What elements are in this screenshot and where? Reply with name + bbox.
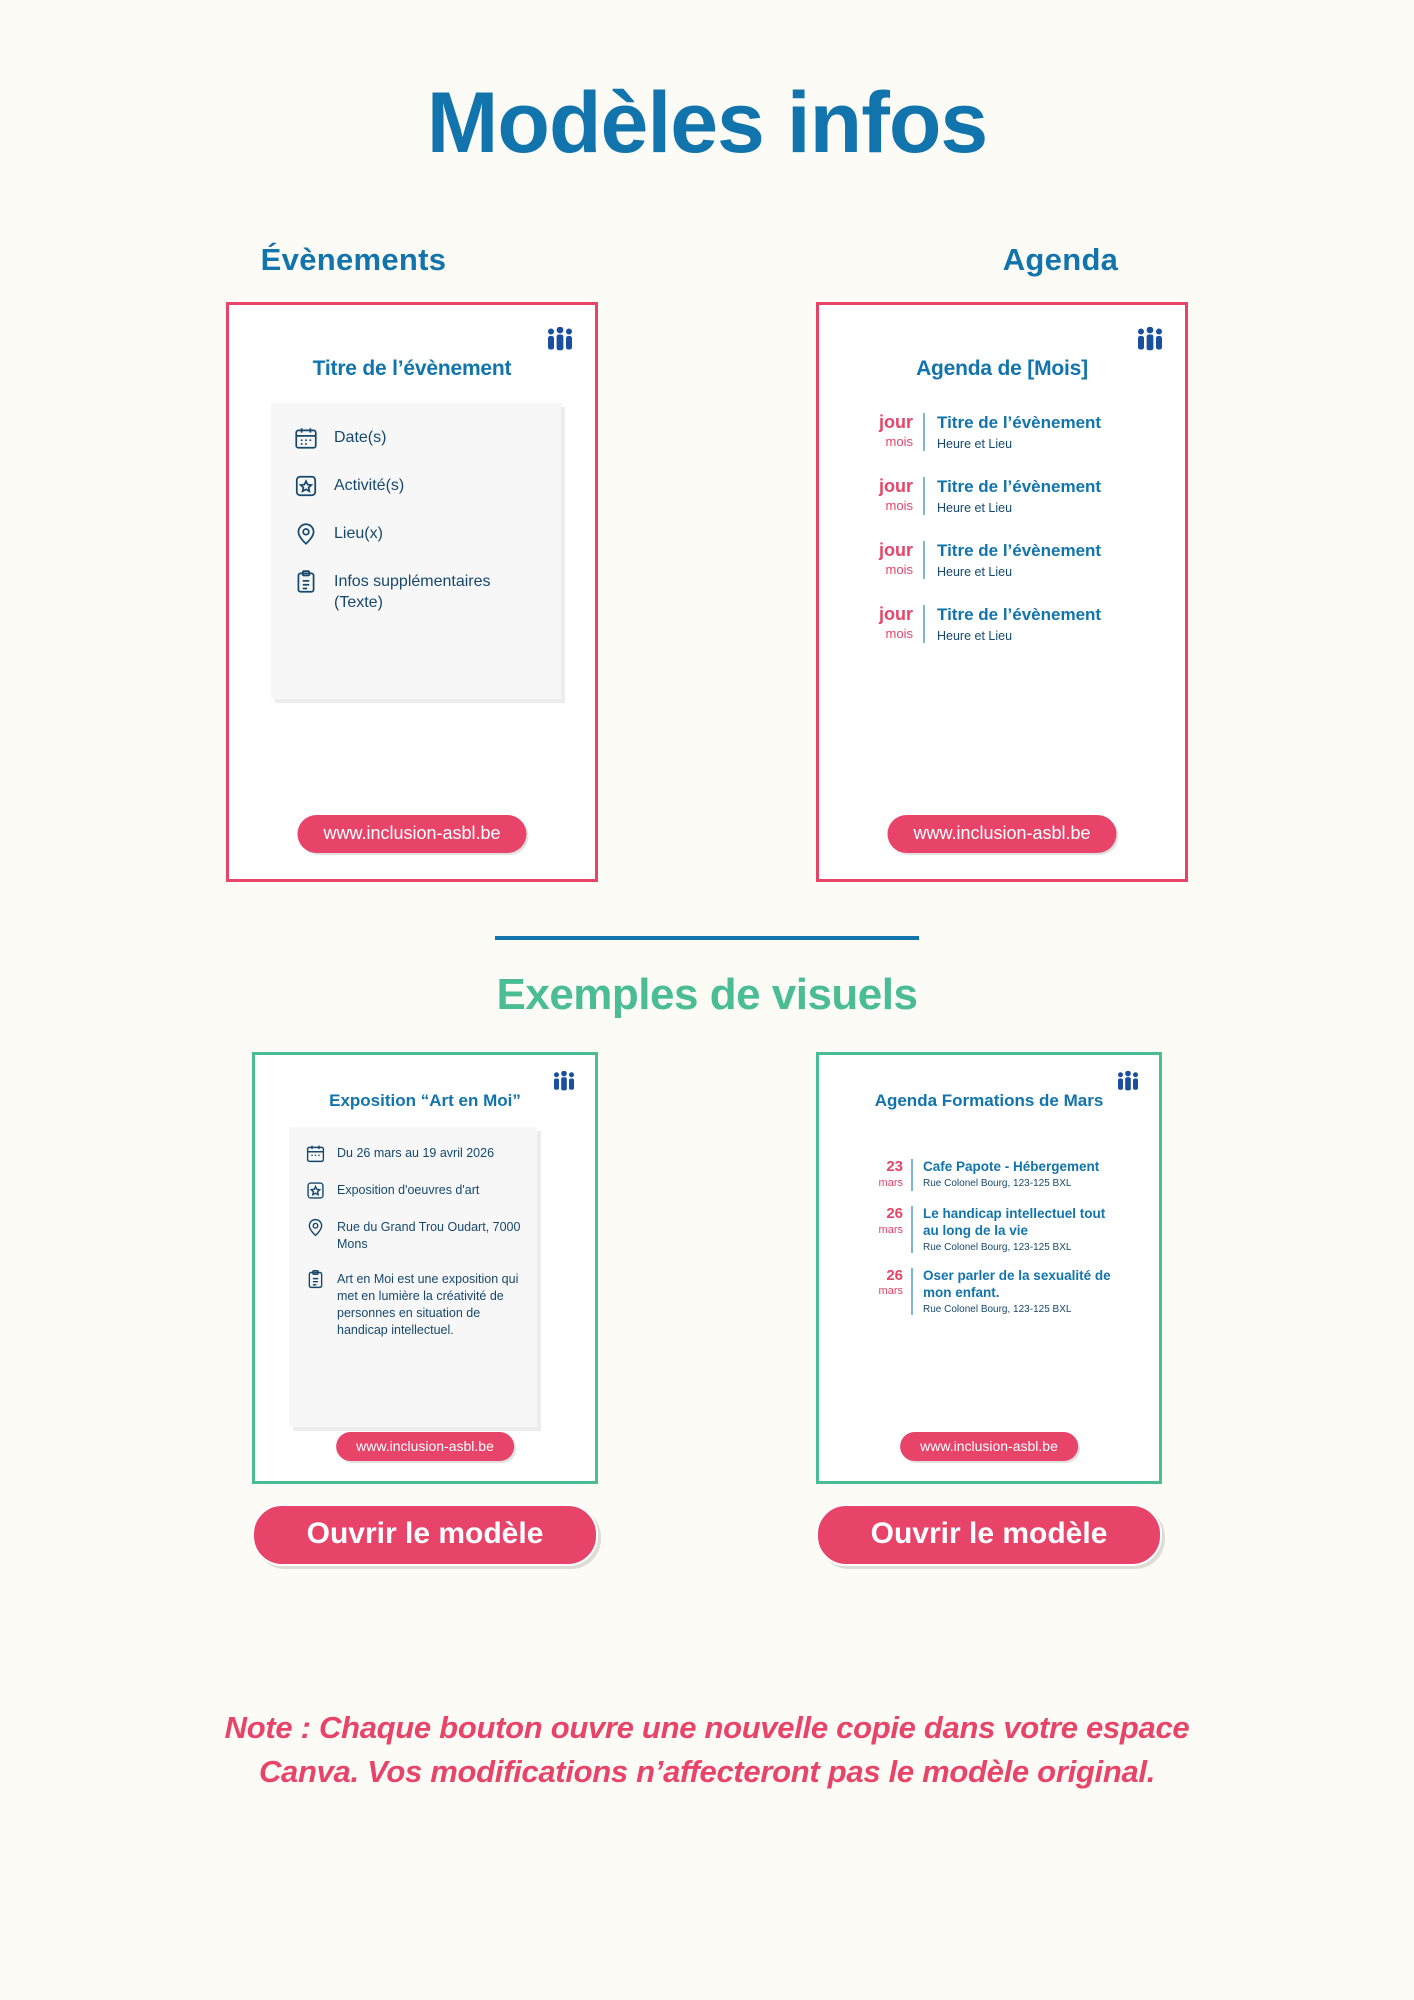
section-divider xyxy=(495,936,919,940)
agenda-item-title: Titre de l’évènement xyxy=(937,477,1102,497)
inclusion-logo-icon xyxy=(545,327,575,351)
info-line xyxy=(271,473,561,499)
agenda-item-sub: Heure et Lieu xyxy=(937,500,1013,515)
event-template-info-box xyxy=(271,403,561,699)
agenda-day: 26 xyxy=(886,1266,903,1284)
page-title: Modèles infos xyxy=(426,75,988,171)
agenda-date xyxy=(861,605,923,643)
agenda-template-title: Agenda de [Mois] xyxy=(916,357,1088,381)
star-badge-icon xyxy=(305,1180,326,1201)
info-line xyxy=(289,1269,537,1339)
website-pill: www.inclusion-asbl.be xyxy=(297,815,526,853)
example-event-info-box xyxy=(289,1127,537,1427)
agenda-day: jour xyxy=(879,604,913,625)
agenda-item xyxy=(863,1159,1113,1191)
info-line-text: Activité(s) xyxy=(334,477,405,495)
website-pill: www.inclusion-asbl.be xyxy=(887,815,1116,853)
info-line-text: Exposition d'oeuvres d'art xyxy=(337,1183,480,1198)
inclusion-logo-icon xyxy=(551,1071,577,1091)
open-agenda-template-button[interactable]: Ouvrir le modèle xyxy=(816,1504,1162,1566)
agenda-month: mars xyxy=(878,1223,903,1236)
open-event-template-button[interactable]: Ouvrir le modèle xyxy=(252,1504,598,1566)
footer-note: Note : Chaque bouton ouvre une nouvelle copie dans votre espace Canva. Vos modifications n’affecteront pas le modèle original. xyxy=(224,1710,1190,1789)
agenda-day: 26 xyxy=(886,1205,903,1223)
map-pin-icon xyxy=(293,521,319,547)
agenda-month: mois xyxy=(885,498,913,514)
agenda-item xyxy=(861,541,1151,579)
agenda-body xyxy=(923,605,1101,643)
example-event-card xyxy=(252,1052,598,1484)
agenda-item-sub: Rue Colonel Bourg, 123-125 BXL xyxy=(923,1303,1072,1315)
event-template-title: Titre de l’évènement xyxy=(312,357,512,381)
info-line-text: Du 26 mars au 19 avril 2026 xyxy=(337,1146,495,1161)
agenda-day: jour xyxy=(879,412,913,433)
example-event-title: Exposition “Art en Moi” xyxy=(329,1091,521,1111)
agenda-item-sub: Heure et Lieu xyxy=(937,564,1013,579)
inclusion-logo-icon xyxy=(1115,1071,1141,1091)
example-agenda-title: Agenda Formations de Mars xyxy=(874,1091,1104,1111)
agenda-date xyxy=(861,477,923,515)
info-line xyxy=(271,569,561,614)
agenda-month: mois xyxy=(885,562,913,578)
examples-row xyxy=(0,1052,1414,1484)
website-pill: www.inclusion-asbl.be xyxy=(336,1432,514,1461)
agenda-item xyxy=(861,605,1151,643)
agenda-item-title: Titre de l’évènement xyxy=(937,541,1102,561)
example-agenda-list xyxy=(863,1159,1113,1329)
clipboard-icon xyxy=(293,569,319,595)
info-line xyxy=(289,1180,537,1201)
agenda-item-sub: Heure et Lieu xyxy=(937,436,1013,451)
agenda-item-sub: Rue Colonel Bourg, 123-125 BXL xyxy=(923,1178,1072,1190)
agenda-item xyxy=(863,1206,1113,1253)
agenda-item-title: Titre de l’évènement xyxy=(937,413,1102,433)
agenda-month: mois xyxy=(885,626,913,642)
map-pin-icon xyxy=(305,1217,326,1238)
agenda-item-sub: Rue Colonel Bourg, 123-125 BXL xyxy=(923,1241,1072,1253)
agenda-date xyxy=(863,1206,911,1253)
info-line xyxy=(289,1143,537,1164)
star-badge-icon xyxy=(293,473,319,499)
column-labels xyxy=(0,242,1414,278)
calendar-icon xyxy=(293,425,319,451)
agenda-month: mois xyxy=(885,434,913,450)
inclusion-logo-icon xyxy=(1135,327,1165,351)
info-line xyxy=(271,521,561,547)
open-buttons-row xyxy=(0,1504,1414,1566)
agenda-item-title: Titre de l’évènement xyxy=(937,605,1102,625)
agenda-template-card xyxy=(816,302,1188,882)
calendar-icon xyxy=(305,1143,326,1164)
agenda-body xyxy=(923,477,1101,515)
agenda-item xyxy=(861,477,1151,515)
agenda-item xyxy=(861,413,1151,451)
info-line-text: Rue du Grand Trou Oudart, 7000 Mons xyxy=(337,1220,521,1252)
clipboard-icon xyxy=(305,1269,326,1290)
website-pill: www.inclusion-asbl.be xyxy=(900,1432,1078,1461)
event-template-card xyxy=(226,302,598,882)
agenda-body xyxy=(923,413,1101,451)
agenda-date xyxy=(863,1159,911,1191)
agenda-body xyxy=(911,1206,1113,1253)
agenda-body xyxy=(923,541,1101,579)
agenda-item-title: Cafe Papote - Hébergement xyxy=(923,1159,1100,1175)
info-line-text: Lieu(x) xyxy=(334,525,383,543)
agenda-date xyxy=(863,1268,911,1315)
agenda-column-label: Agenda xyxy=(1002,242,1119,278)
agenda-date xyxy=(861,413,923,451)
events-column-label: Évènements xyxy=(260,242,447,278)
agenda-day: jour xyxy=(879,540,913,561)
agenda-item-title: Le handicap intellectuel tout au long de la vie xyxy=(923,1206,1106,1239)
info-line-text: Date(s) xyxy=(334,429,387,447)
agenda-day: 23 xyxy=(886,1158,903,1176)
agenda-day: jour xyxy=(879,476,913,497)
templates-row xyxy=(0,302,1414,882)
info-line xyxy=(271,425,561,451)
agenda-body xyxy=(911,1268,1113,1315)
info-line-text: Art en Moi est une exposition qui met en lumière la créativité de personnes en situation de handicap intellectuel. xyxy=(337,1272,519,1337)
info-line-text: Infos supplémentaires (Texte) xyxy=(334,573,491,612)
example-agenda-card xyxy=(816,1052,1162,1484)
agenda-item-title: Oser parler de la sexualité de mon enfant. xyxy=(923,1267,1111,1300)
info-line xyxy=(289,1217,537,1253)
agenda-body xyxy=(911,1159,1099,1191)
agenda-month: mars xyxy=(878,1285,903,1298)
examples-section-title: Exemples de visuels xyxy=(496,970,918,1020)
agenda-item xyxy=(863,1268,1113,1315)
agenda-date xyxy=(861,541,923,579)
agenda-item-sub: Heure et Lieu xyxy=(937,628,1013,643)
agenda-month: mars xyxy=(878,1176,903,1189)
agenda-list xyxy=(861,413,1151,669)
